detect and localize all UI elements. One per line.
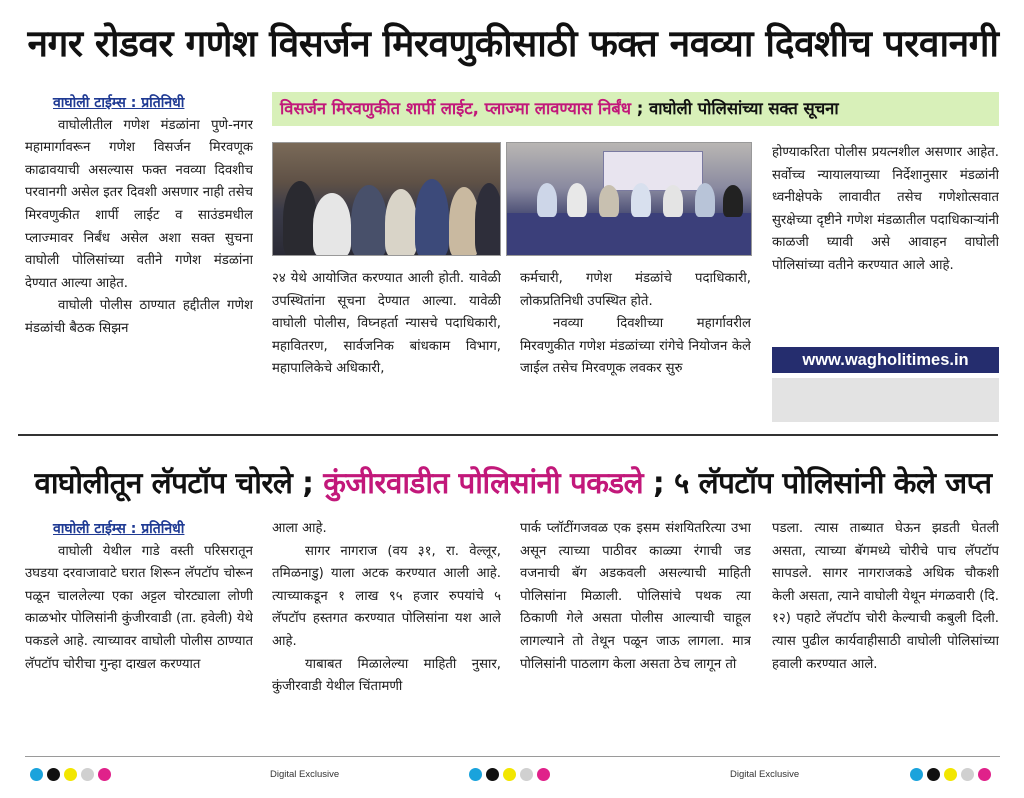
registration-marks-left [30,768,111,781]
meeting-stage-photo [506,142,752,256]
top-story-column-4 [772,142,999,342]
second-headline-part1: वाघोलीतून लॅपटॉप चोरले ; [34,466,324,500]
top-story-col3-para2: नवव्या दिवशीच्या महार्गावरील मिरवणुकीत गणेश मंडळांच्या रांगेचे नियोजन केले जाईल तसेच मिरवणूक लवकर सुरु [520,316,751,377]
second-story-col2-para2: सागर नागराज (वय ३१, रा. वेल्लूर, तमिळनाडु) याला अटक करण्यात आली आहे. त्याच्याकडून १ लाख ९५ हजार रुपयांचे ५ लॅपटॉप हस्तगत करण्यात पोलिसांना यश आले आहे. [272,543,501,649]
registration-dot [503,768,516,781]
registration-dot [30,768,43,781]
ad-placeholder-box [772,378,999,422]
top-story-byline: वाघोली टाईम्स : प्रतिनिधी [53,95,185,111]
top-story-col1-para1: वाघोलीतील गणेश मंडळांना पुणे-नगर महामार्गावरून गणेश विसर्जन मिरवणूक काढावयाची असल्यास फक्त नवव्या दिवशीच परवानगी असेल इतर दिवशी असणार नाही तसेच मिरवणुकीत शार्पी लाईट व साउंडमधील प्लाज्मावर निर्बंध असेल अशा सक्त सुचना वाघोली पोलिसांच्या वतीने गणेश मंडळांना देण्यात आल्या आहेत. [25,117,253,291]
registration-dot [64,768,77,781]
second-story-col2-para1: आला आहे. [272,521,327,536]
registration-dot [98,768,111,781]
second-story-column-1 [25,518,253,746]
registration-dot [910,768,923,781]
second-story-col2-para3: याबाबत मिळालेल्या माहिती नुसार, कुंजीरवाडी येथील चिंतामणी [272,656,501,695]
registration-dot [944,768,957,781]
top-story-col4-text: होण्याकरिता पोलीस प्रयत्नशील असणार आहेत. सर्वोच्च न्यायालयाच्या निर्देशानुसार मंडळांनी ध्वनीक्षेपके लावावीत तसेच गणेशोत्सवात सुरक्षेच्या दृष्टीने गणेश मंडळातील पदाधिकाऱ्यांनी काळजी घ्यावी असे आवाहन वाघोली पोलिसांच्या वतीने करण्यात आले आहे. [772,145,999,273]
registration-dot [978,768,991,781]
registration-marks-right [910,768,991,781]
second-story-headline [18,458,1008,508]
website-banner[interactable]: www.wagholitimes.in [772,347,999,373]
footer-label-right: Digital Exclusive [730,769,800,780]
registration-marks-center [469,768,550,781]
second-headline-highlight: कुंजीरवाडीत पोलिसांनी पकडले [323,466,644,500]
top-story-col2-text: २४ येथे आयोजित करण्यात आली होती. यावेळी उपस्थितांना सूचना देण्यात आल्या. यावेळी वाघोली पोलीस, विघ्नहर्ता न्यासचे पदाधिकारी, महावितरण, सार्वजनिक बांधकाम विभाग, महापालिकेचे अधिकारी, [272,271,501,377]
subheadline-rest: ; वाघोली पोलिसांच्या सक्त सूचना [630,99,839,118]
registration-dot [47,768,60,781]
section-divider [18,434,998,436]
registration-dot [927,768,940,781]
top-story-column-3 [520,268,751,424]
top-story-col3-para1: कर्मचारी, गणेश मंडळांचे पदाधिकारी, लोकप्रतिनिधी उपस्थित होते. [520,271,751,309]
registration-dot [520,768,533,781]
registration-dot [81,768,94,781]
registration-dot [537,768,550,781]
page-footer [0,752,1024,798]
top-story-headline: नगर रोडवर गणेश विसर्जन मिरवणुकीसाठी फक्त नवव्या दिवशीच परवानगी [27,22,999,65]
footer-label-left: Digital Exclusive [270,769,340,780]
registration-dot [469,768,482,781]
second-story-col1-text: वाघोली येथील गाडे वस्ती परिसरातून उघडया दरवाजावाटे घरात शिरून लॅपटॉप चोरून पळून चाललेल्या एका अट्टल चोरट्याला लोणी काळभोर पोलिसांनी कुंजीरवाडी (ता. हवेली) येथे पकडले आहे. त्याच्यावर वाघोली पोलीस ठाण्यात लॅपटॉप चोरीचा गुन्हा दाखल करण्यात [25,543,253,672]
second-story-col3-text: पार्क प्लॉटींगजवळ एक इसम संशयितरित्या उभा असून त्याच्या पाठीवर काळ्या रंगाची जड वजनाची बॅग अडकवली असल्याची माहिती पोलिसांना मिळाली. पोलिसांचे पथक त्या ठिकाणी गेले असता पोलीस आल्याची चाहूल लागल्याने तो तेथून पळून जाऊ लागला. मात्र पोलिसांनी पाठलाग केला असता ठेच लागून तो [520,521,751,672]
meeting-audience-photo [272,142,501,256]
footer-rule [25,756,1000,757]
second-story-column-2 [272,518,501,746]
top-story-column-2 [272,268,501,424]
registration-dot [486,768,499,781]
top-story-column-1 [25,92,253,424]
subheadline-highlight: विसर्जन मिरवणुकीत शार्पी लाईट, प्लाज्मा लावण्यास निर्बंध [280,99,631,118]
top-story-subheadline [272,92,999,126]
second-story-column-4 [772,518,999,746]
second-story-byline: वाघोली टाईम्स : प्रतिनिधी [53,521,185,537]
second-headline-part3: ; ५ लॅपटॉप पोलिसांनी केले जप्त [643,466,992,500]
second-story-column-3 [520,518,751,746]
registration-dot [961,768,974,781]
second-story-col4-text: पडला. त्यास ताब्यात घेऊन झडती घेतली असता, त्याच्या बॅगमध्ये चोरीचे पाच लॅपटॉप सापडले. सागर नागराजकडे अधिक चौकशी केली असता, त्याने वाघोली येथून मंगळवारी (दि. १२) पहाटे लॅपटॉप चोरी केल्याची कबुली दिली. त्यास पुढील कार्यवाहीसाठी वाघोली पोलिसांच्या हवाली करण्यात आले. [772,521,999,672]
top-story-col1-para2: वाघोली पोलीस ठाण्यात हद्दीतील गणेश मंडळांची बैठक सिझन [25,298,253,336]
